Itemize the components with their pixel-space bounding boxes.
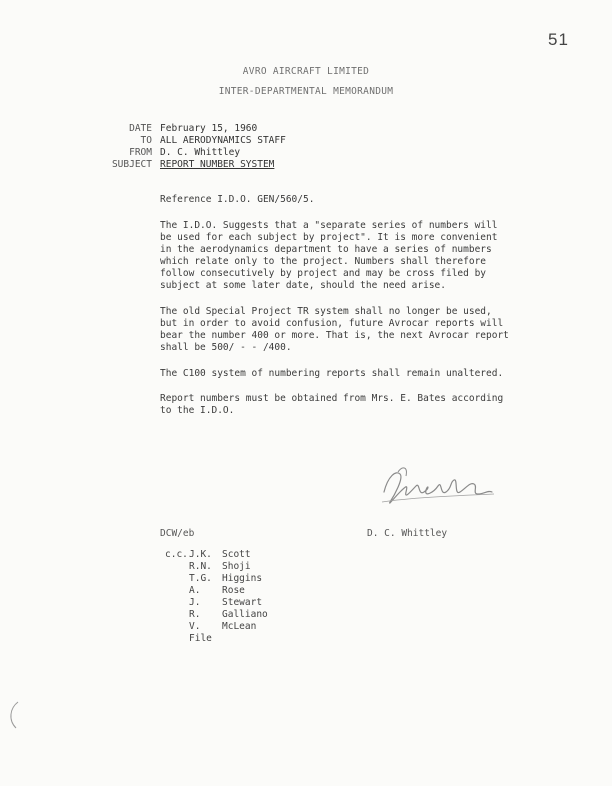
cc-initials: A.	[189, 585, 201, 596]
reference-line: Reference I.D.O. GEN/560/5.	[160, 194, 315, 205]
cc-name: File	[189, 633, 212, 644]
paragraph-line: subject at some later date, should the need arise.	[160, 280, 446, 291]
cc-prefix: c.c.	[165, 549, 188, 560]
page-number: 51	[548, 30, 569, 49]
memo-type-header: INTER-DEPARTMENTAL MEMORANDUM	[218, 86, 394, 97]
paragraph-line: shall be 500/ - - /400.	[160, 342, 292, 353]
cc-name: McLean	[222, 621, 257, 632]
paragraph-line: The I.D.O. Suggests that a "separate series of numbers will	[160, 220, 498, 231]
date-value: February 15, 1960	[160, 123, 258, 134]
company-header: AVRO AIRCRAFT LIMITED	[242, 66, 370, 77]
typist-initials: DCW/eb	[160, 528, 195, 539]
cc-initials: J.	[189, 597, 201, 608]
to-value: ALL AERODYNAMICS STAFF	[160, 135, 286, 146]
cc-name: Scott	[222, 549, 251, 560]
cc-initials: R.	[189, 609, 201, 620]
paragraph-line: The old Special Project TR system shall no longer be used,	[160, 306, 492, 317]
subject-label: SUBJECT	[111, 159, 152, 170]
cc-name: Galliano	[222, 609, 268, 620]
cc-name: Rose	[222, 585, 245, 596]
paragraph-line: in the aerodynamics department to have a series of numbers	[160, 244, 492, 255]
cc-name: Stewart	[222, 597, 263, 608]
cc-initials: V.	[189, 621, 201, 632]
margin-bracket-mark	[6, 700, 20, 730]
paragraph-line: but in order to avoid confusion, future Avrocar reports will	[160, 318, 504, 329]
date-label: DATE	[129, 123, 152, 134]
cc-initials: R.N.	[189, 561, 212, 572]
handwritten-signature	[378, 462, 498, 512]
from-value: D. C. Whittley	[160, 147, 241, 158]
cc-initials: T.G.	[189, 573, 212, 584]
to-label: TO	[140, 135, 152, 146]
paragraph-line: bear the number 400 or more. That is, the next Avrocar report	[160, 330, 509, 341]
cc-name: Shoji	[222, 561, 251, 572]
paragraph-line: which relate only to the project. Numbers shall therefore	[160, 256, 487, 267]
cc-initials: J.K.	[189, 549, 212, 560]
paragraph-line: be used for each subject by project". It is more convenient	[160, 232, 498, 243]
from-label: FROM	[129, 147, 152, 158]
paragraph-line: Report numbers must be obtained from Mrs. E. Bates according	[160, 393, 504, 404]
cc-name: Higgins	[222, 573, 263, 584]
paragraph-line: The C100 system of numbering reports shall remain unaltered.	[160, 368, 504, 379]
paragraph-line: to the I.D.O.	[160, 405, 235, 416]
paragraph-line: follow consecutively by project and may be cross filed by	[160, 268, 487, 279]
subject-value: REPORT NUMBER SYSTEM	[160, 159, 275, 170]
signatory-name: D. C. Whittley	[367, 528, 448, 539]
